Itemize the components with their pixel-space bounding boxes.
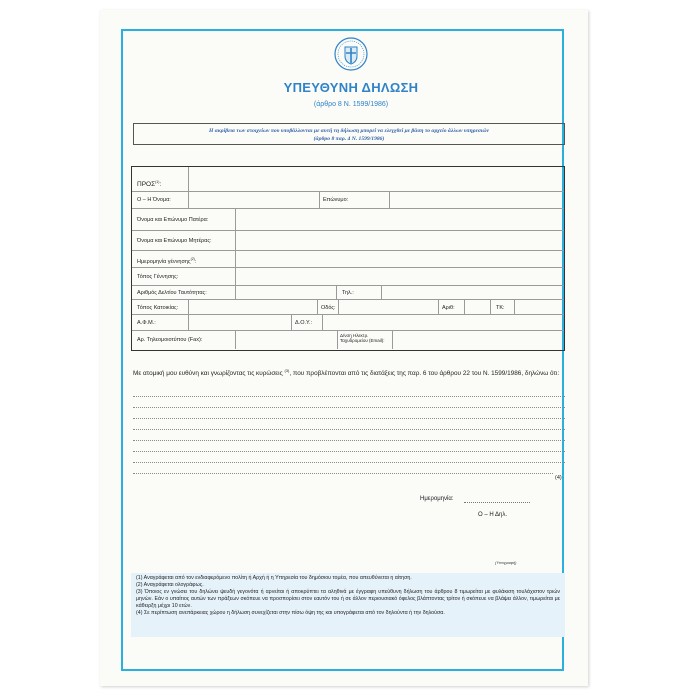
signature-label: (Υπογραφή) bbox=[495, 560, 517, 565]
greek-emblem-icon bbox=[334, 37, 368, 71]
declarant-form bbox=[131, 166, 565, 351]
residence-label: Τόπος Κατοικίας: bbox=[137, 305, 179, 311]
postcode-label: ΤΚ: bbox=[496, 305, 505, 311]
row-recipient bbox=[132, 167, 564, 192]
declaration-line[interactable] bbox=[133, 429, 565, 430]
doy-label: Δ.Ο.Υ.: bbox=[295, 320, 313, 326]
phone-field[interactable] bbox=[382, 286, 564, 299]
declaration-line[interactable] bbox=[133, 440, 565, 441]
footnotes bbox=[131, 573, 565, 637]
row-birthdate bbox=[132, 251, 564, 268]
row-id-phone bbox=[132, 286, 564, 300]
recipient-label: ΠΡΟΣ$^{(1)}$: bbox=[137, 180, 162, 189]
street-number-label: Αριθ: bbox=[442, 305, 455, 311]
name-field[interactable] bbox=[189, 192, 319, 208]
doy-field[interactable] bbox=[323, 315, 564, 330]
name-label: Ο – Η Όνομα: bbox=[137, 197, 171, 203]
street-field[interactable] bbox=[339, 300, 438, 314]
birthplace-label: Τόπος Γέννησης: bbox=[137, 274, 179, 280]
residence-field[interactable] bbox=[189, 300, 317, 314]
document-subtitle: (άρθρο 8 Ν. 1599/1986) bbox=[313, 101, 389, 108]
recipient-field[interactable] bbox=[189, 167, 564, 191]
document-title: ΥΠΕΥΘΥΝΗ ΔΗΛΩΣΗ bbox=[283, 80, 419, 95]
declaration-line[interactable] bbox=[133, 473, 553, 474]
street-label: Οδός: bbox=[321, 305, 336, 311]
birthplace-field[interactable] bbox=[236, 268, 564, 285]
mother-field[interactable] bbox=[236, 231, 564, 250]
fax-field[interactable] bbox=[236, 331, 337, 349]
date-field[interactable] bbox=[464, 502, 530, 503]
declaration-line[interactable] bbox=[133, 418, 565, 419]
id-number-label: Αριθμός Δελτίου Ταυτότητας: bbox=[137, 290, 207, 296]
declaration-line[interactable] bbox=[133, 462, 565, 463]
accuracy-notice bbox=[133, 123, 565, 145]
fax-label: Αρ. Τηλεομοιοτύπου (Fax): bbox=[137, 337, 203, 343]
mother-label: Όνομα και Επώνυμο Μητέρας: bbox=[137, 238, 212, 244]
notice-line-2: (άρθρο 8 παρ. 4 Ν. 1599/1986) bbox=[313, 136, 385, 142]
row-contact bbox=[132, 331, 564, 349]
row-name bbox=[132, 192, 564, 209]
declaration-statement: Με ατομική μου ευθύνη και γνωρίζοντας τις κυρώσεις $^{(3)}$, που προβλέπονται από τις διατάξεις της παρ. 6 του άρθρου 22 του Ν. 1599/1986, δηλώνω ότι: bbox=[133, 368, 560, 378]
footnote-4: (4) Σε περίπτωση ανεπάρκειας χώρου η δήλωση συνεχίζεται στην πίσω όψη της και υπογράφεται από τον δηλούντα ή την δηλούσα. bbox=[136, 610, 445, 616]
postcode-field[interactable] bbox=[515, 300, 564, 314]
father-field[interactable] bbox=[236, 209, 564, 230]
birthdate-label: Ημερομηνία γέννησης$^{(2)}$: bbox=[137, 257, 197, 265]
afm-label: Α.Φ.Μ.: bbox=[137, 320, 156, 326]
surname-field[interactable] bbox=[390, 192, 564, 208]
footnote-2: (2) Αναγράφεται ολογράφως. bbox=[136, 582, 204, 588]
row-tax bbox=[132, 315, 564, 331]
id-number-field[interactable] bbox=[236, 286, 336, 299]
row-father bbox=[132, 209, 564, 231]
declaration-line[interactable] bbox=[133, 407, 565, 408]
phone-label: Τηλ.: bbox=[342, 290, 354, 296]
email-field[interactable] bbox=[393, 331, 564, 349]
notice-line-1: Η ακρίβεια των στοιχείων που υποβάλλονται με αυτή τη δήλωση μπορεί να ελεγχθεί με βάση το αρχείο άλλων υπηρεσιών bbox=[208, 128, 490, 134]
continuation-mark: (4) bbox=[555, 475, 562, 481]
surname-label: Επώνυμο: bbox=[323, 197, 349, 203]
declaration-line[interactable] bbox=[133, 451, 565, 452]
birthdate-field[interactable] bbox=[236, 251, 564, 267]
declaration-line[interactable] bbox=[133, 396, 565, 397]
footnote-3: (3) Όποιος εν γνώσει του δηλώνει ψευδή γεγονότα ή αρνείται ή αποκρύπτει τα αληθινά με έγγραφη υπεύθυνη δήλωση του άρθρου 8 τιμωρείται με φυλάκιση τουλάχιστον τριών μηνών. Εάν ο υπαίτιος αυτών των πράξεων σκόπευε να προσπορίσει στον εαυτόν του ή σε άλλον περιουσιακό όφελος βλάπτοντας τρίτον ή σκόπευε να βλάψει άλλον, τιμωρείται με κάθειρξη μέχρι 10 ετών. bbox=[136, 589, 560, 609]
row-birthplace bbox=[132, 268, 564, 286]
footnote-1: (1) Αναγράφεται από τον ενδιαφερόμενο πολίτη ή Αρχή ή η Υπηρεσία του δημόσιου τομέα, που απευθύνεται η αίτηση. bbox=[136, 575, 412, 581]
date-label: Ημερομηνία: bbox=[420, 496, 454, 502]
row-mother bbox=[132, 231, 564, 251]
father-label: Όνομα και Επώνυμο Πατέρα: bbox=[137, 217, 209, 223]
street-number-field[interactable] bbox=[465, 300, 490, 314]
email-label: Δ/νση Ηλεκτρ. Ταχυδρομείου (Email): bbox=[340, 333, 385, 343]
declarant-label: Ο – Η Δηλ. bbox=[478, 512, 508, 518]
afm-field[interactable] bbox=[189, 315, 291, 330]
row-address bbox=[132, 300, 564, 315]
